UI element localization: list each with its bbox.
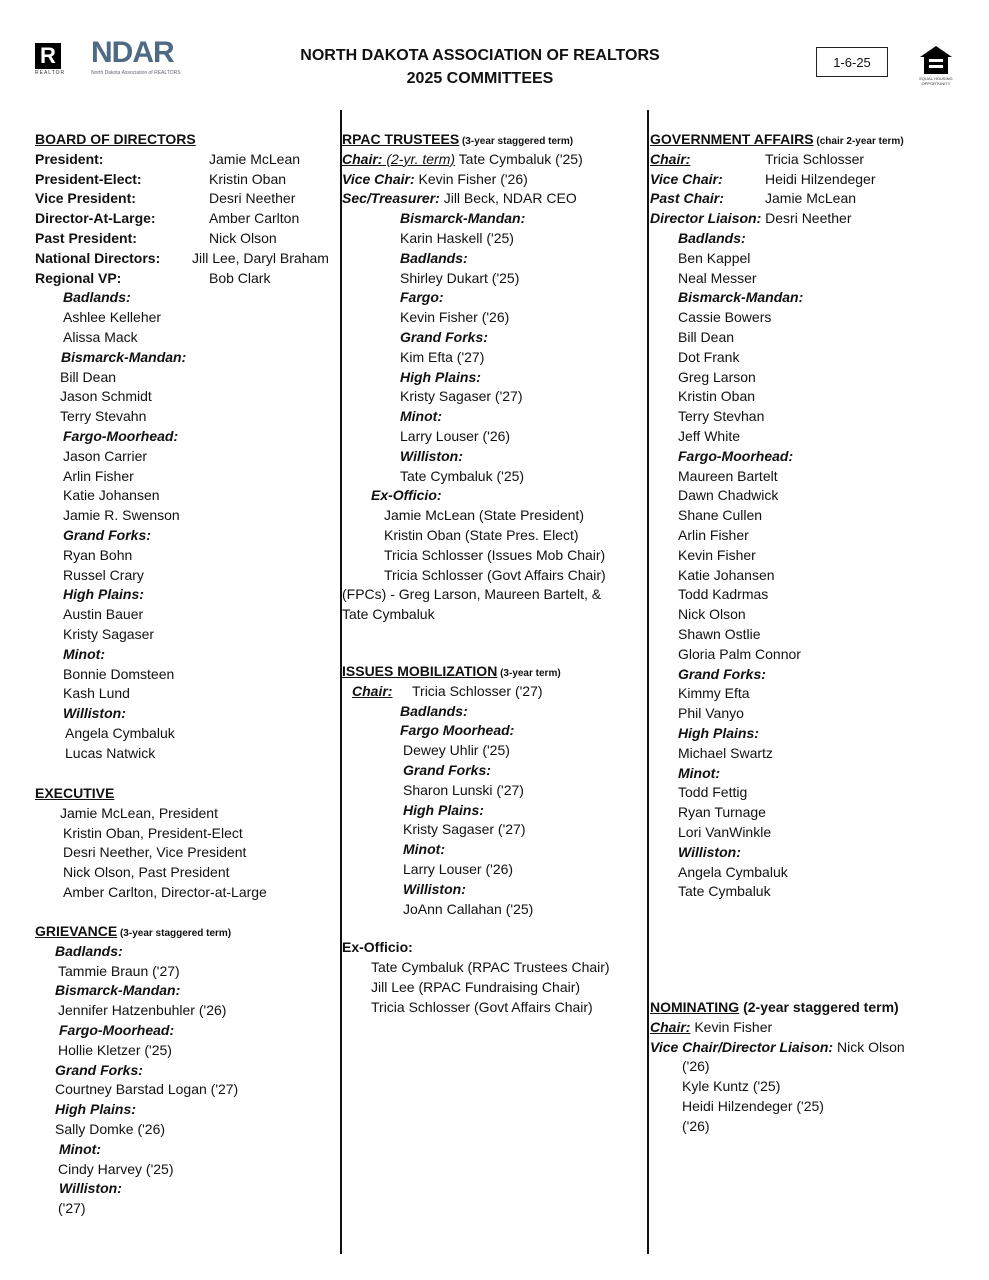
nominating-vice-chair	[650, 1038, 905, 1057]
section-heading: RPAC TRUSTEES	[342, 131, 460, 147]
fpcs-text: Tate Cymbaluk	[342, 606, 435, 623]
member-name: Karin Haskell ('25)	[400, 230, 514, 246]
officer-name: Amber Carlton	[209, 210, 300, 227]
role-label: Vice Chair:	[342, 170, 415, 187]
member-name: JoAnn Callahan ('25)	[403, 900, 534, 917]
member-name: Terry Stevhan	[678, 408, 765, 425]
member-name: Kyle Kuntz ('25)	[682, 1078, 781, 1095]
member-name: Jamie McLean, President	[60, 804, 218, 821]
member-row	[678, 506, 762, 525]
term-note: (3-year staggered term)	[117, 928, 232, 939]
member-name: Phil Vanyo	[678, 705, 744, 722]
section-heading: NOMINATING	[650, 999, 740, 1015]
role-label: Sec/Treasurer:	[342, 190, 440, 207]
member-row	[678, 566, 775, 585]
area-name: Fargo-Moorhead:	[59, 1022, 175, 1038]
member-name: Todd Fettig	[678, 784, 748, 801]
member-row	[678, 407, 764, 426]
member-name: Kevin Fisher	[678, 546, 756, 563]
area-name: Bismarck-Mandan:	[55, 982, 181, 999]
member-name: Tricia Schlosser ('27)	[412, 682, 543, 699]
member-name: Shane Cullen	[678, 507, 763, 524]
area-name: Minot:	[678, 764, 720, 781]
nominating-heading	[650, 998, 899, 1017]
area-name: Badlands:	[400, 249, 468, 266]
member-row	[678, 605, 746, 624]
member-row	[682, 1057, 710, 1076]
member-name: Tate Cymbaluk ('25)	[455, 150, 583, 167]
member-name: Shirley Dukart ('25)	[400, 269, 520, 286]
role-label: Director Liaison:	[650, 210, 762, 227]
member-name: Cassie Bowers	[678, 309, 772, 326]
area-name: Bismarck-Mandan:	[678, 289, 804, 306]
member-row	[678, 546, 756, 565]
member-name: Dot Frank	[678, 348, 740, 365]
member-name: Arlin Fisher	[63, 467, 134, 484]
member-row	[682, 1097, 824, 1116]
member-name: Dewey Uhlir ('25)	[403, 742, 510, 759]
member-name: Jeff White	[678, 428, 740, 444]
member-name: Bill Dean	[60, 368, 117, 385]
area-name: High Plains:	[63, 586, 144, 603]
member-name: Alissa Mack	[63, 329, 138, 345]
area-name: Fargo:	[400, 289, 444, 306]
member-name: Ryan Turnage	[678, 804, 766, 821]
member-row	[678, 625, 760, 644]
title-line-1: NORTH DAKOTA ASSOCIATION OF REALTORS	[300, 47, 660, 64]
area-name: Badlands:	[55, 942, 123, 959]
area-name: Bismarck-Mandan:	[61, 348, 187, 365]
member-name: Jamie R. Swenson	[63, 507, 180, 524]
member-name: Maureen Bartelt	[678, 467, 778, 484]
officer-name: Jill Lee, Daryl Braham	[192, 249, 329, 266]
govt-chair	[650, 150, 865, 169]
member-name: Tricia Schlosser (Issues Mob Chair)	[384, 546, 606, 563]
area-name: Williston:	[59, 1180, 122, 1197]
member-name: Courtney Barstad Logan ('27)	[55, 1081, 239, 1098]
member-row	[678, 427, 740, 446]
member-name: Tricia Schlosser (Govt Affairs Chair)	[384, 566, 606, 583]
term-note: (3-year term)	[497, 668, 561, 679]
officer-label: Vice President:	[35, 190, 136, 207]
member-name: Sally Domke ('26)	[55, 1121, 166, 1137]
member-name: Ben Kappel	[678, 249, 751, 266]
area-name: Bismarck-Mandan:	[400, 210, 526, 227]
section-heading: GRIEVANCE	[35, 923, 118, 939]
member-row	[678, 803, 766, 822]
officer-label: National Directors:	[35, 249, 161, 266]
area-name: Grand Forks:	[55, 1061, 143, 1078]
area-name: High Plains:	[678, 725, 759, 741]
member-name: Jill Lee (RPAC Fundraising Chair)	[371, 978, 581, 995]
role-label: Chair:	[650, 150, 691, 167]
area-name: Williston:	[400, 447, 463, 464]
member-name: Kristy Sagaser	[63, 626, 155, 642]
date-box: 1-6-25	[816, 47, 888, 77]
member-row	[678, 744, 773, 763]
area-name: Fargo Moorhead:	[400, 722, 515, 739]
member-name: Russel Crary	[63, 566, 144, 583]
member-row	[678, 704, 744, 723]
officer-label: Regional VP:	[35, 269, 122, 286]
section-heading: ISSUES MOBILIZATION	[342, 663, 498, 679]
nominating-chair	[650, 1018, 772, 1037]
area-name: Grand Forks:	[678, 665, 766, 682]
term-note: (2-year staggered term)	[739, 999, 899, 1015]
member-name: Jason Carrier	[63, 447, 148, 464]
member-name: Jamie McLean (State President)	[384, 507, 584, 524]
member-name: Kevin Fisher ('26)	[414, 170, 528, 187]
role-label: Past Chair:	[650, 190, 724, 207]
officer-label: Past President:	[35, 230, 137, 246]
member-name: Ashlee Kelleher	[63, 309, 162, 326]
member-name: Kristin Oban	[678, 388, 756, 405]
member-name: Angela Cymbaluk	[678, 863, 788, 880]
ndar-logo-text: NDAR	[91, 36, 174, 69]
section-heading: GOVERNMENT AFFAIRS	[650, 131, 814, 147]
area-heading	[678, 724, 759, 743]
officer-label: President:	[35, 150, 104, 167]
member-name: Tate Cymbaluk	[678, 883, 771, 900]
member-name: Cindy Harvey ('25)	[58, 1160, 174, 1177]
member-row	[678, 467, 778, 486]
member-name: Todd Kadrmas	[678, 586, 769, 603]
area-name: Grand Forks:	[63, 527, 151, 543]
area-name: Minot:	[63, 645, 105, 662]
officer-label: President-Elect:	[35, 170, 142, 187]
realtor-r-icon: R	[35, 43, 61, 69]
area-heading	[678, 447, 793, 466]
member-row	[682, 1077, 780, 1096]
member-name: Hollie Kletzer ('25)	[58, 1041, 172, 1058]
member-name: Shawn Ostlie	[678, 626, 761, 642]
officer-label: Director-At-Large:	[35, 210, 156, 227]
member-name: Kim Efta ('27)	[400, 348, 485, 365]
area-heading	[678, 843, 741, 862]
area-name: Grand Forks:	[400, 329, 488, 345]
member-row	[678, 863, 788, 882]
govt-director-liaison	[650, 209, 852, 228]
member-name: Arlin Fisher	[678, 527, 749, 543]
role-label: Chair:	[650, 1018, 691, 1035]
member-name: Angela Cymbaluk	[65, 725, 175, 741]
member-name: Austin Bauer	[63, 606, 144, 623]
member-name: Kristin Oban (State Pres. Elect)	[384, 527, 579, 543]
member-row	[678, 308, 771, 327]
realtor-logo-caption: REALTOR	[35, 70, 66, 76]
member-row	[678, 249, 750, 268]
member-name: Greg Larson	[678, 368, 756, 385]
term-note: (2-yr. term)	[382, 150, 456, 167]
officer-name: Jamie McLean	[209, 150, 301, 167]
member-row	[678, 645, 801, 664]
area-name: Williston:	[678, 843, 741, 860]
member-name: ('26)	[682, 1117, 710, 1134]
role-label: Chair:	[342, 150, 383, 167]
member-name: ('27)	[58, 1200, 86, 1217]
officer-name: Bob Clark	[209, 269, 271, 286]
area-name: Badlands:	[63, 289, 131, 306]
govt-heading	[650, 130, 904, 151]
area-name: Minot:	[403, 841, 445, 858]
member-name: Kevin Fisher ('26)	[400, 309, 510, 326]
member-name: Terry Stevahn	[60, 408, 147, 425]
member-name: Nick Olson	[833, 1038, 905, 1055]
member-name: Kimmy Efta	[678, 685, 750, 702]
member-row	[678, 823, 771, 842]
officer-name: Desri Neether	[209, 190, 296, 207]
area-heading	[678, 229, 746, 248]
member-row	[678, 684, 750, 703]
term-note: ('26)	[682, 1058, 710, 1075]
fpcs-text: (FPCs) - Greg Larson, Maureen Bartelt, &	[342, 586, 602, 603]
member-name: Neal Messer	[678, 269, 757, 286]
area-name: Grand Forks:	[403, 762, 491, 778]
member-name: Amber Carlton, Director-at-Large	[63, 884, 267, 900]
role-label: Vice Chair:	[650, 170, 723, 187]
area-name: Williston:	[63, 705, 126, 722]
member-name: Desri Neether	[761, 210, 852, 227]
section-heading: EXECUTIVE	[35, 785, 115, 801]
member-name: Kash Lund	[63, 685, 130, 702]
member-name: Bill Dean	[678, 329, 735, 345]
member-name: Lucas Natwick	[65, 744, 156, 761]
member-row	[678, 368, 756, 387]
govt-vice-chair	[650, 170, 876, 189]
member-name: Katie Johansen	[63, 487, 160, 504]
equal-housing-caption: EQUAL HOUSING OPPORTUNITY	[919, 76, 953, 86]
member-name: Sharon Lunski ('27)	[403, 781, 524, 798]
member-name: Dawn Chadwick	[678, 487, 779, 504]
member-row	[678, 486, 778, 505]
area-name: Fargo-Moorhead:	[63, 428, 179, 444]
member-name: Heidi Hilzendeger ('25)	[682, 1098, 824, 1114]
area-name: High Plains:	[400, 368, 481, 385]
member-row	[682, 1117, 710, 1136]
term-note: (3-year staggered term)	[459, 136, 574, 147]
area-name: Ex-Officio:	[342, 939, 413, 956]
member-name: Desri Neether, Vice President	[63, 844, 247, 861]
role-label: Vice Chair/Director Liaison:	[650, 1038, 834, 1055]
member-name: Jason Schmidt	[60, 388, 152, 405]
area-name: Minot:	[59, 1140, 101, 1157]
member-name: Tate Cymbaluk (RPAC Trustees Chair)	[371, 959, 610, 975]
member-name: Lori VanWinkle	[678, 824, 772, 840]
member-name: Nick Olson	[678, 606, 746, 623]
member-row	[678, 269, 757, 288]
govt-past-chair	[650, 189, 857, 208]
member-name: Tammie Braun ('27)	[58, 962, 180, 979]
member-row	[678, 348, 739, 367]
area-name: Badlands:	[678, 230, 746, 246]
member-name: Nick Olson, Past President	[63, 864, 230, 881]
member-name: Tricia Schlosser (Govt Affairs Chair)	[371, 998, 593, 1015]
member-name: Larry Louser ('26)	[400, 428, 511, 444]
member-row	[678, 882, 771, 901]
member-name: Kristy Sagaser ('27)	[400, 388, 523, 405]
member-name: Jamie McLean	[765, 190, 857, 207]
member-name: Kristy Sagaser ('27)	[403, 821, 526, 838]
area-name: Badlands:	[400, 702, 468, 719]
area-name: Minot:	[400, 408, 442, 425]
term-note: (chair 2-year term)	[813, 136, 904, 147]
area-name: Fargo-Moorhead:	[678, 447, 794, 464]
member-name: Gloria Palm Connor	[678, 645, 801, 662]
member-name: Jill Beck, NDAR CEO	[439, 190, 577, 207]
member-row	[678, 328, 734, 347]
member-name: Kristin Oban, President-Elect	[63, 824, 243, 841]
member-name: Heidi Hilzendeger	[765, 170, 876, 187]
area-heading	[678, 665, 766, 684]
member-name: Tate Cymbaluk ('25)	[400, 467, 525, 484]
member-name: Ryan Bohn	[63, 546, 133, 563]
officer-name: Nick Olson	[209, 230, 277, 246]
section-heading: BOARD OF DIRECTORS	[35, 131, 196, 147]
member-name: Larry Louser ('26)	[403, 861, 514, 877]
member-row	[678, 585, 768, 604]
area-name: Williston:	[403, 880, 466, 897]
area-heading	[678, 764, 720, 783]
title-line-2: 2025 COMMITTEES	[406, 70, 554, 87]
member-name: Bonnie Domsteen	[63, 665, 175, 682]
role-label: Chair:	[352, 682, 393, 699]
ndar-logo-subtitle: North Dakota Association of REALTORS	[91, 70, 181, 76]
member-name: Tricia Schlosser	[765, 150, 865, 167]
member-name: Jennifer Hatzenbuhler ('26)	[58, 1002, 227, 1019]
area-name: High Plains:	[403, 801, 484, 818]
area-heading	[678, 288, 803, 307]
member-name: Kevin Fisher	[690, 1018, 773, 1035]
member-row	[678, 526, 749, 545]
member-name: Michael Swartz	[678, 744, 773, 761]
member-name: Katie Johansen	[678, 566, 775, 583]
area-name: Ex-Officio:	[371, 487, 442, 504]
member-row	[678, 783, 747, 802]
member-row	[678, 387, 755, 406]
officer-name: Kristin Oban	[209, 170, 287, 187]
area-name: High Plains:	[55, 1101, 136, 1118]
